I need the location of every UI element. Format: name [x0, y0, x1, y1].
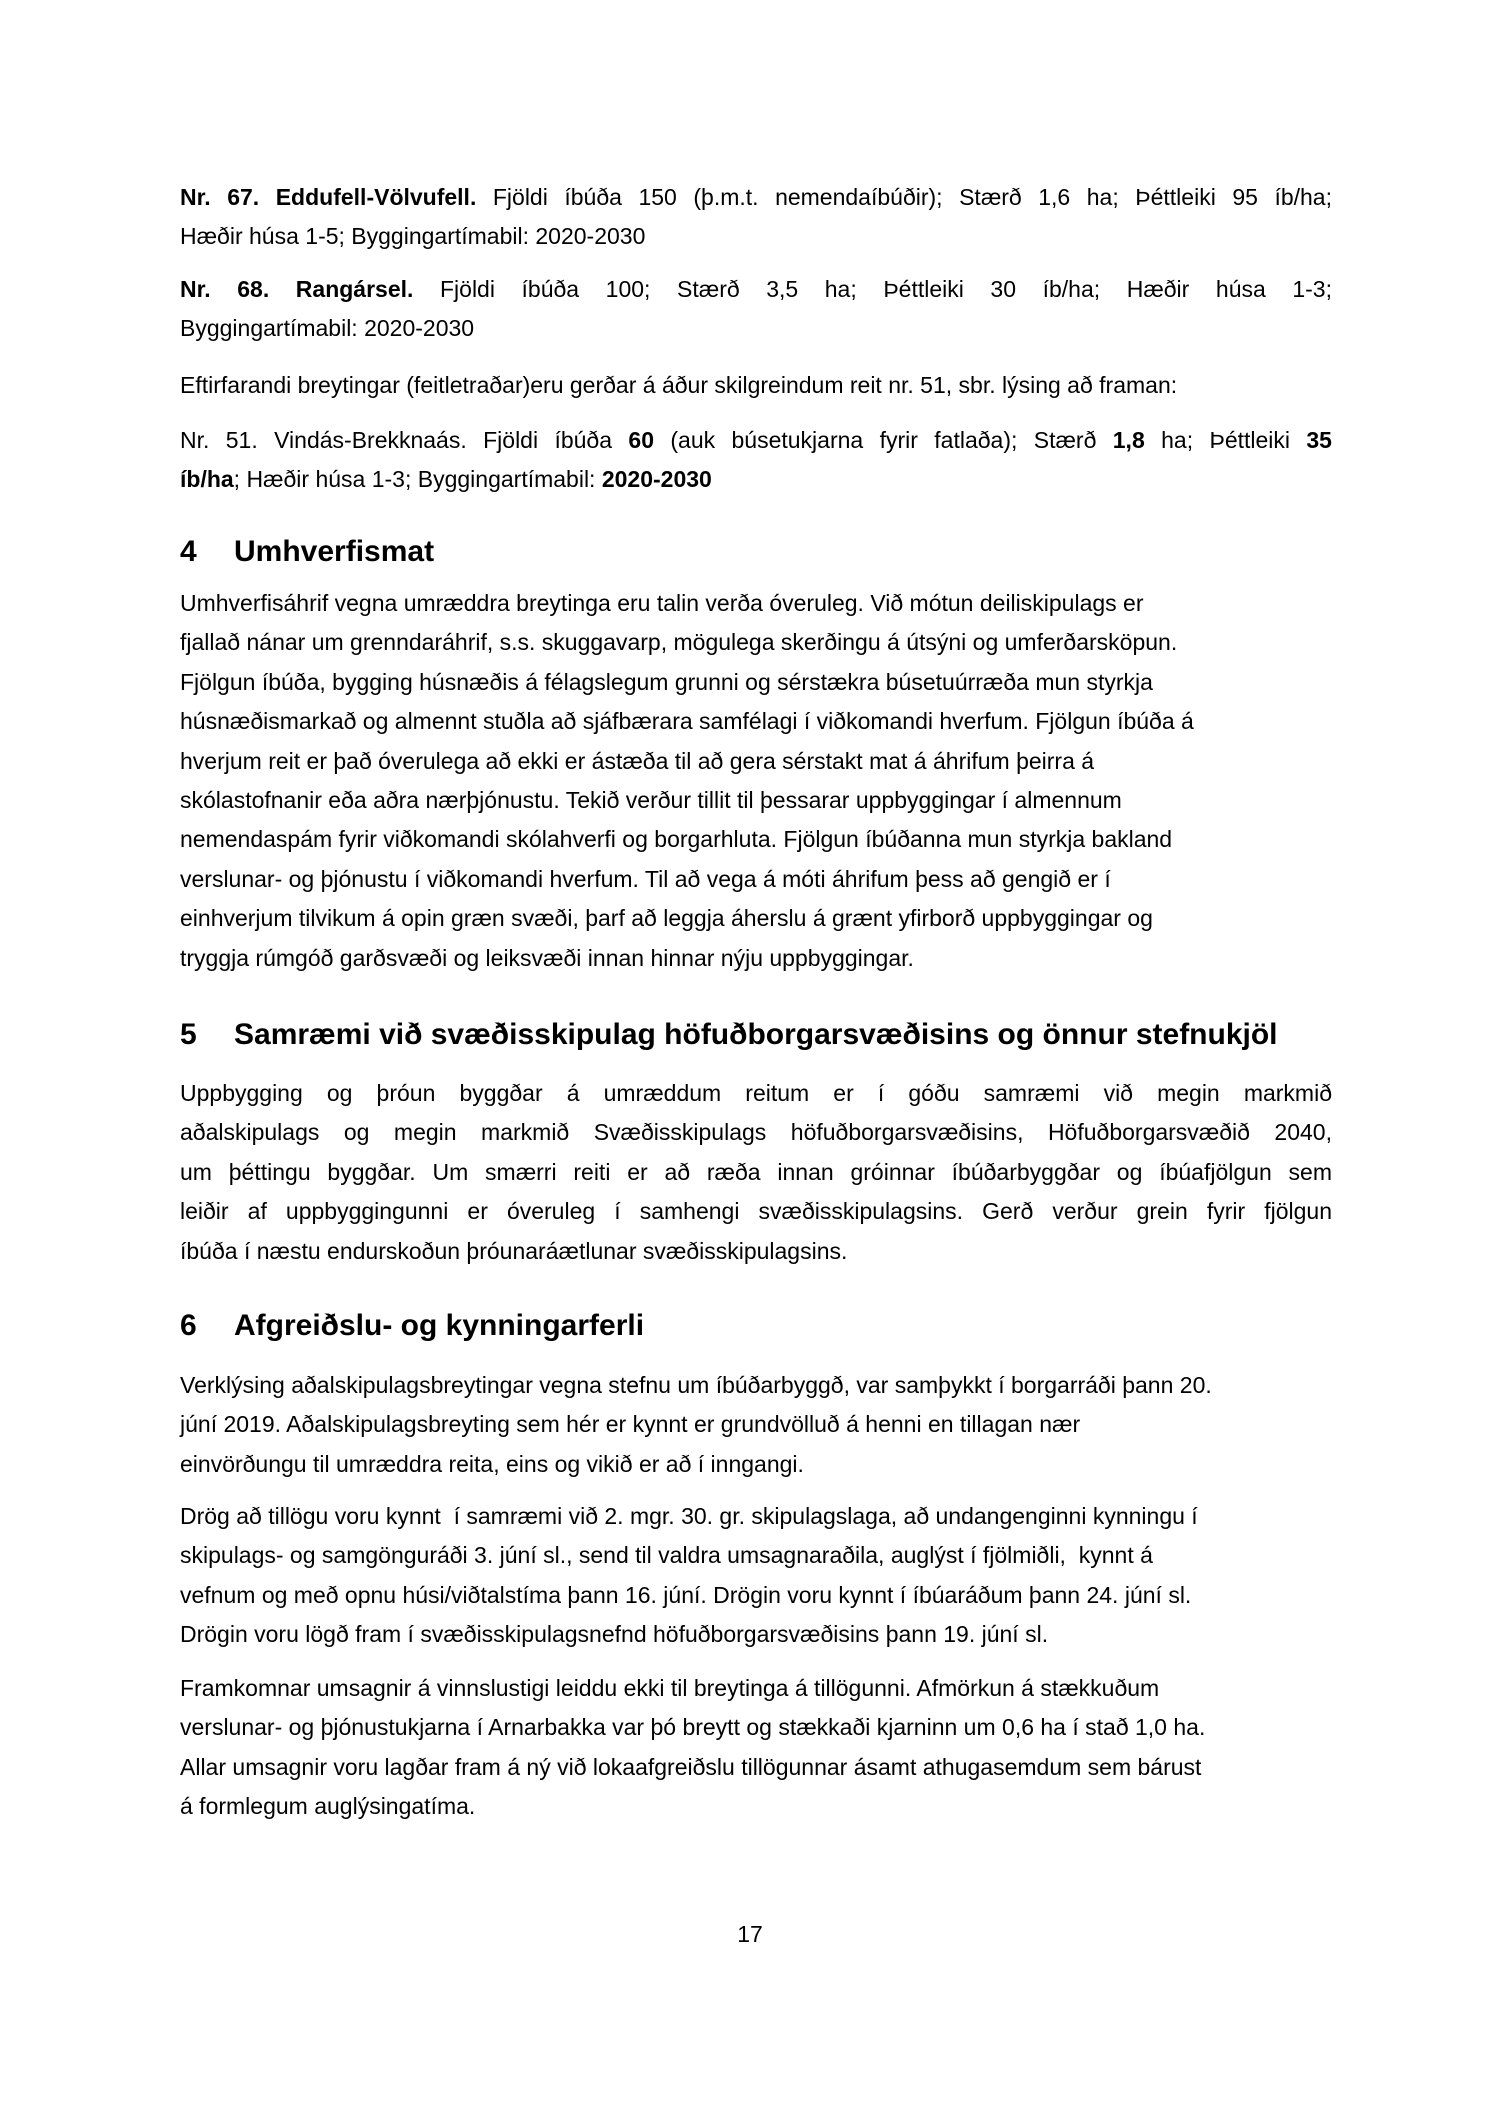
- text-run: á formlegum auglýsingatíma.: [180, 1793, 476, 1820]
- text-line: [180, 1708, 1332, 1747]
- text-line: [180, 702, 1332, 741]
- text-run: Fjöldi íbúða 150 (þ.m.t. nemendaíbúðir); Stærð 1,6 ha; Þéttleiki 95 íb/ha;: [476, 184, 1332, 210]
- text-run: nemendaspám fyrir viðkomandi skólahverfi og borgarhluta. Fjölgun íbúðanna mun styrkja bakland: [180, 826, 1173, 853]
- text-line: [180, 1153, 1332, 1192]
- text-run: einhverjum tilvikum á opin græn svæði, þarf að leggja áherslu á grænt yfirborð uppbyggingar og: [180, 905, 1153, 932]
- text-run: leiðir af uppbyggingunni er óveruleg í samhengi svæðisskipulagsins. Gerð verður grein fyrir fjölgun: [180, 1198, 1332, 1225]
- paragraph: [180, 1074, 1332, 1271]
- text-line: [180, 1748, 1332, 1787]
- text-line: [180, 820, 1332, 859]
- paragraph: [180, 1497, 1332, 1655]
- text-line: [180, 178, 1332, 217]
- text-run: skipulags- og samgönguráði 3. júní sl., send til valdra umsagnaraðila, auglýst í fjölmiðli, kynnt á: [180, 1542, 1153, 1569]
- text-run: Fjöldi íbúða 100; Stærð 3,5 ha; Þéttleiki 30 íb/ha; Hæðir húsa 1-3;: [413, 276, 1332, 302]
- text-run: Drög að tillögu voru kynnt í samræmi við 2. mgr. 30. gr. skipulagslaga, að undangenginni kynningu í: [180, 1503, 1198, 1529]
- text-line: [180, 663, 1332, 702]
- text-line: [180, 1536, 1332, 1575]
- text-run: vefnum og með opnu húsi/viðtalstíma þann 16. júní. Drögin voru kynnt í íbúaráðum þann 24. júní sl.: [180, 1581, 1192, 1608]
- section-heading: [180, 530, 1332, 574]
- paragraph: [180, 178, 1332, 257]
- bold-text: 35: [1306, 427, 1332, 453]
- text-run: júní 2019. Aðalskipulagsbreyting sem hér er kynnt er grundvölluð á henni en tillagan nær: [180, 1411, 1081, 1438]
- text-run: Hæðir húsa 1-5; Byggingartímabil: 2020-2030: [180, 223, 646, 250]
- text-run: Drögin voru lögð fram í svæðisskipulagsnefnd höfuðborgarsvæðisins þann 19. júní sl.: [180, 1621, 1049, 1648]
- text-line: [180, 1074, 1332, 1113]
- bold-text: Nr. 67. Eddufell-Völvufell.: [180, 184, 477, 210]
- bold-text: 1,8: [1112, 427, 1145, 453]
- paragraph: [180, 366, 1332, 405]
- text-run: húsnæðismarkað og almennt stuðla að sjáfbærara samfélagi í viðkomandi hverfum. Fjölgun íbúða á: [180, 708, 1194, 735]
- text-line: [180, 623, 1332, 662]
- text-line: [180, 366, 1332, 405]
- text-run: ; Hæðir húsa 1-3; Byggingartímabil:: [233, 466, 602, 493]
- text-run: um þéttingu byggðar. Um smærri reiti er að ræða innan gróinnar íbúðarbyggðar og íbúafjölgun sem: [180, 1158, 1332, 1185]
- text-line: [180, 1113, 1332, 1152]
- text-run: verslunar- og þjónustukjarna í Arnarbakka var þó breytt og stækkaði kjarninn um 0,6 ha í stað 1,0 ha.: [180, 1714, 1206, 1741]
- text-run: Verklýsing aðalskipulagsbreytingar vegna stefnu um íbúðarbyggð, var samþykkt í borgarráði þann 20.: [180, 1372, 1212, 1398]
- text-run: Framkomnar umsagnir á vinnslustigi leiddu ekki til breytinga á tillögunni. Afmörkun á stækkuðum: [180, 1675, 1160, 1701]
- text-run: einvörðungu til umræddra reita, eins og vikið er að í inngangi.: [180, 1450, 804, 1477]
- text-line: [180, 939, 1332, 978]
- section-number: 6: [180, 1309, 197, 1342]
- text-line: [180, 270, 1332, 309]
- text-run: Fjölgun íbúða, bygging húsnæðis á félagslegum grunni og sérstækra búsetuúrræða mun styrkja: [180, 668, 1153, 695]
- paragraph: [180, 421, 1332, 500]
- text-run: skólastofnanir eða aðra nærþjónustu. Tekið verður tillit til þessarar uppbyggingar í almennum: [180, 787, 1122, 814]
- text-run: verslunar- og þjónustu í viðkomandi hverfum. Til að vega á móti áhrifum þess að gengið er í: [180, 865, 1111, 892]
- paragraph: [180, 1669, 1332, 1827]
- text-run: (auk búsetukjarna fyrir fatlaða); Stærð: [654, 427, 1113, 453]
- section-heading: [180, 1304, 1332, 1348]
- text-line: [180, 1405, 1332, 1444]
- text-line: [180, 860, 1332, 899]
- text-line: [180, 1497, 1332, 1536]
- section-number: 5: [180, 1018, 197, 1051]
- text-run: Uppbygging og þróun byggðar á umræddum reitum er í góðu samræmi við megin markmið: [180, 1080, 1332, 1106]
- text-run: hverjum reit er það óverulega að ekki er ástæða til að gera sérstakt mat á áhrifum þeirra á: [180, 747, 1095, 774]
- section-number: 4: [180, 535, 197, 568]
- text-line: [180, 309, 1332, 348]
- text-line: [180, 899, 1332, 938]
- text-line: [180, 1366, 1332, 1405]
- text-line: [180, 421, 1332, 460]
- text-line: [180, 1232, 1332, 1271]
- text-run: aðalskipulags og megin markmið Svæðisskipulags höfuðborgarsvæðisins, Höfuðborgarsvæðið 2040,: [180, 1119, 1332, 1146]
- text-line: [180, 1615, 1332, 1654]
- text-run: Eftirfarandi breytingar (feitletraðar)eru gerðar á áður skilgreindum reit nr. 51, sbr. lýsing að framan:: [180, 372, 1178, 398]
- text-run: Byggingartímabil: 2020-2030: [180, 315, 475, 342]
- text-line: [180, 460, 1332, 499]
- bold-text: 2020-2030: [601, 466, 712, 493]
- section-title: Afgreiðslu- og kynningarferli: [234, 1309, 645, 1342]
- section-heading: [180, 1013, 1332, 1057]
- text-line: [180, 1445, 1332, 1484]
- text-run: tryggja rúmgóð garðsvæði og leiksvæði innan hinnar nýju uppbyggingar.: [180, 944, 914, 971]
- bold-text: Nr. 68. Rangársel.: [180, 276, 414, 302]
- text-line: [180, 1192, 1332, 1231]
- page-number: 17: [737, 1921, 763, 1947]
- section-title: Samræmi við svæðisskipulag höfuðborgarsvæðisins og önnur stefnukjöl: [234, 1018, 1278, 1051]
- bold-text: 60: [628, 427, 654, 453]
- paragraph: [180, 1366, 1332, 1484]
- section-title: Umhverfismat: [234, 535, 435, 568]
- text-run: íbúða í næstu endurskoðun þróunaráætlunar svæðisskipulagsins.: [180, 1237, 848, 1264]
- text-line: [180, 742, 1332, 781]
- text-run: ha; Þéttleiki: [1144, 427, 1307, 453]
- text-line: [180, 217, 1332, 256]
- text-line: [180, 1576, 1332, 1615]
- paragraph: [180, 270, 1332, 349]
- text-line: [180, 781, 1332, 820]
- text-run: Nr. 51. Vindás-Brekknaás. Fjöldi íbúða: [180, 427, 629, 453]
- text-run: Umhverfisáhrif vegna umræddra breytinga eru talin verða óveruleg. Við mótun deiliskipulags er: [180, 590, 1144, 616]
- text-line: [180, 1787, 1332, 1826]
- paragraph: [180, 584, 1332, 978]
- text-run: Allar umsagnir voru lagðar fram á ný við lokaafgreiðslu tillögunnar ásamt athugasemdum sem bárust: [180, 1753, 1202, 1780]
- text-line: [180, 1669, 1332, 1708]
- text-line: [180, 584, 1332, 623]
- text-run: fjallað nánar um grenndaráhrif, s.s. skuggavarp, mögulega skerðingu á útsýni og umferðarsköpun.: [180, 629, 1178, 656]
- bold-text: íb/ha: [180, 466, 234, 493]
